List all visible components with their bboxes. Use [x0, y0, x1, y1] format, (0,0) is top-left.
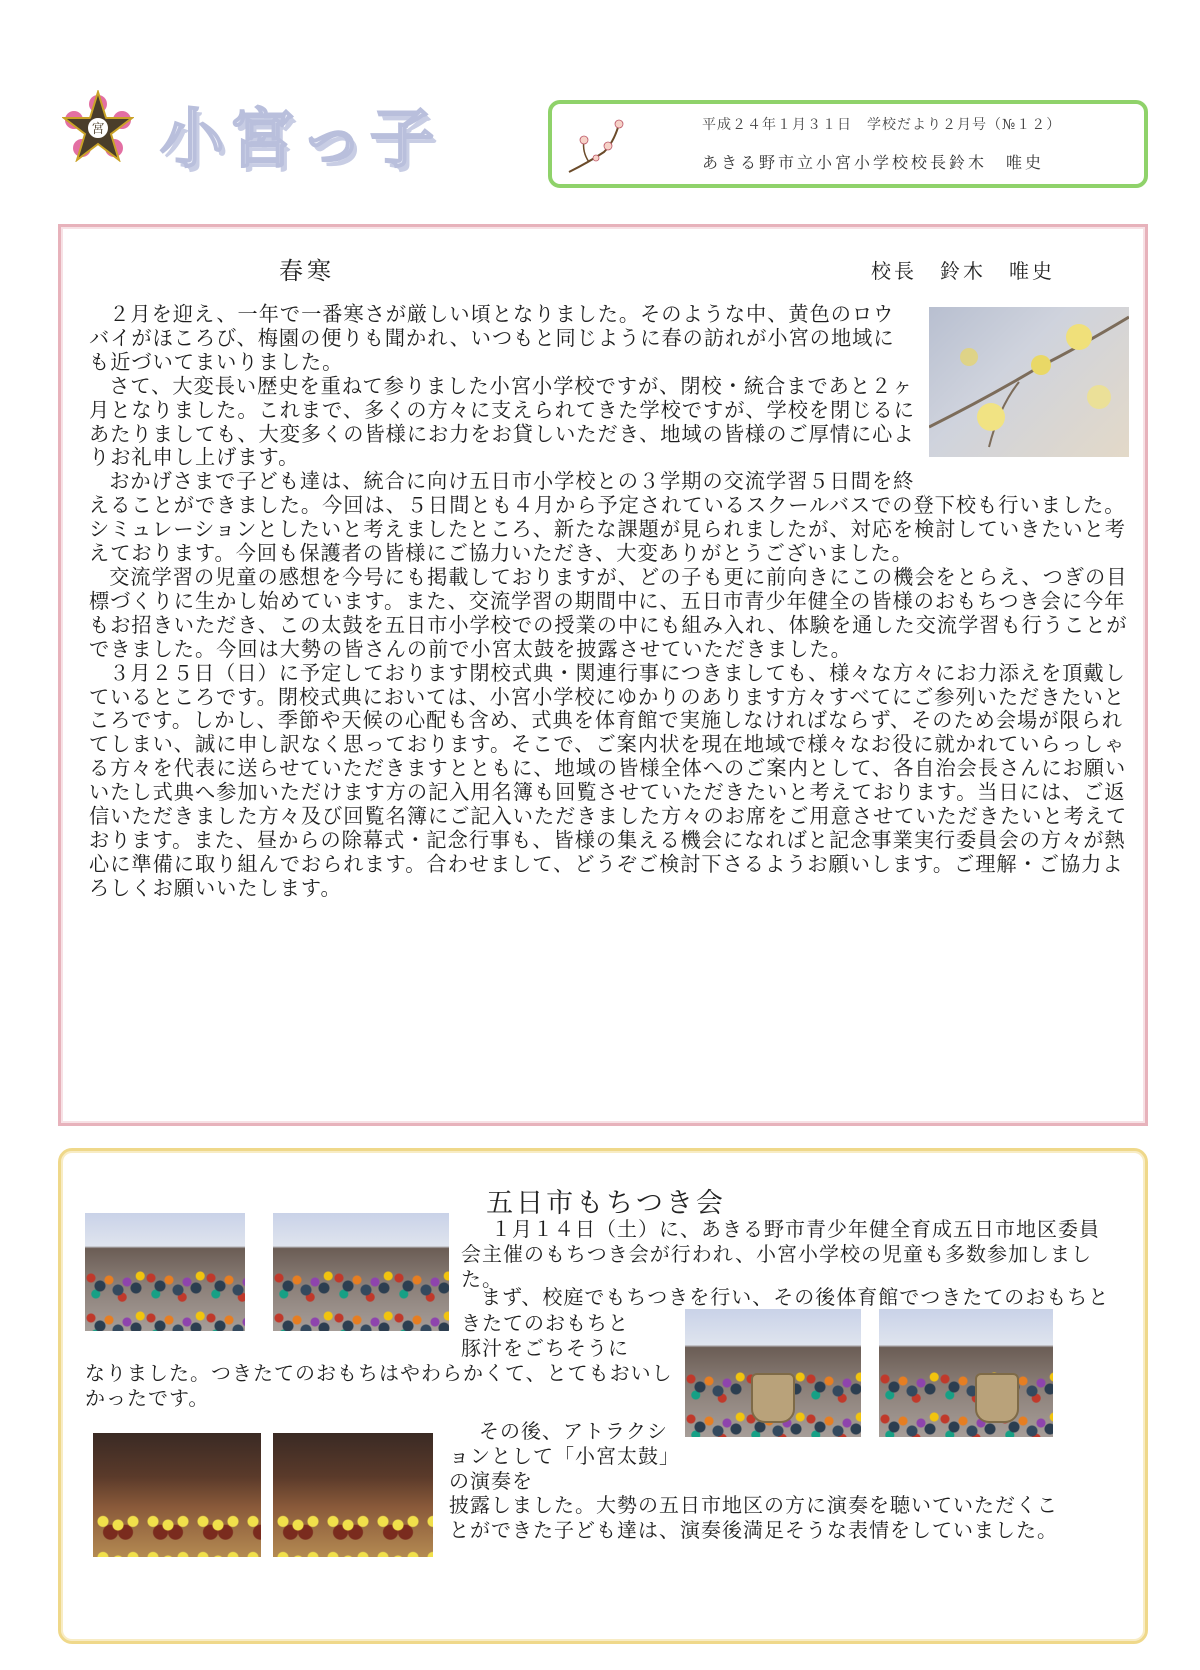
event-photo-mochi-pounding-1	[685, 1309, 861, 1437]
article-paragraph: さて、大変長い歴史を重ねて参りました小宮小学校ですが、閉校・統合まであと２ヶ月となりました。これまで、多くの方々に支えられてきた学校ですが、学校を閉じるにあたりましても、大変多くの皆様にお力をお貸しいただき、地域の皆様のご厚情に心よりお礼申し上げます。	[89, 373, 915, 470]
school-emblem-icon	[62, 90, 134, 162]
event-photo-taiko-1	[93, 1433, 261, 1557]
article-paragraph: おかげさまで子ども達は、統合に向け五日市小学校との３学期の交流学習５日間を終えることができました。今回は、５日間とも４月から予定されているスクールバスでの登下校も行いました。シミュレーションとしたいと考えましたところ、新たな課題が見られましたが、対応を検討していきたいと考えております。今回も保護者の皆様にご協力いただき、大変ありがとうございました。	[89, 469, 1126, 566]
event-photo-crowd-1	[85, 1213, 245, 1331]
article-principal-message	[58, 224, 1148, 1126]
article-paragraph: なりました。つきたてのおもちはやわらかくて、とてもおいしかったです。	[85, 1361, 673, 1410]
event-photo-mochi-pounding-2	[879, 1309, 1053, 1437]
article-body	[89, 303, 1129, 901]
article-author: 校長 鈴木 唯史	[871, 259, 1055, 283]
svg-text:宮: 宮	[91, 122, 105, 137]
event-photo-taiko-2	[273, 1433, 433, 1557]
issue-date: 平成２４年１月３１日 学校だより２月号（№１２）	[702, 117, 1062, 133]
article-paragraph: ２月を迎え、一年で一番寒さが厳しい頃となりました。そのような中、黄色のロウバイがほころび、梅園の便りも聞かれ、いつもと同じように春の訪れが小宮の地域にも近づいてまいりました。	[89, 302, 895, 374]
article-title: 春寒	[279, 257, 335, 285]
issue-publisher: あきる野市立小宮小学校校長鈴木 唯史	[702, 153, 1045, 172]
page-header	[0, 0, 1200, 200]
newsletter-masthead: 小宮っ子	[160, 103, 440, 177]
issue-info-box	[548, 100, 1148, 188]
article-paragraph-cont: きたてのおもちと 豚汁をごちそうに	[461, 1311, 629, 1360]
article-title: 五日市もちつき会	[486, 1188, 726, 1219]
article-paragraph: まず、校庭でもちつきを行い、その後体育館でつきたてのおもちと	[481, 1285, 1110, 1309]
plum-blossom-icon	[564, 112, 634, 182]
event-photo-crowd-2	[273, 1213, 449, 1331]
article-paragraph: ３月２５日（日）に予定しております閉校式典・関連行事につきましても、様々な方々にお力添えを頂戴しているところです。閉校式典においては、小宮小学校にゆかりのあります方々すべてにご参列いただきたいところです。しかし、季節や天候の心配も含め、式典を体育館で実施しなければならず、そのため会場が限られてしまい、誠に申し訳なく思っております。そこで、ご案内状を現在地域で様々なお役に就かれていらっしゃる方々を代表に送らせていただきますとともに、地域の皆様全体へのご案内として、各自治会長さんにお願いいたし式典へ参加いただけます方の記入用名簿も回覧させていただきたいと考えております。当日には、ご返信いただきました方々及び回覧名簿にご記入いただきました方々のお席をご用意させていただきたいと考えております。また、昼からの除幕式・記念行事も、皆様の集える機会になればと記念事業実行委員会の方々が熱心に準備に取り組んでおられます。合わせまして、どうぞご検討下さるようお願いします。ご理解・ご協力よろしくお願いいたします。	[89, 660, 1128, 900]
article-paragraph: １月１４日（土）に、あきる野市青少年健全育成五日市地区委員会主催のもちつき会が行われ、小宮小学校の児童も多数参加しました。	[461, 1217, 1100, 1291]
article-paragraph: 交流学習の児童の感想を今号にも掲載しておりますが、どの子も更に前向きにこの機会をとらえ、つぎの目標づくりに生かし始めています。また、交流学習の期間中に、五日市青少年健全の皆様のおもちつき会に今年もお招きいただき、この太鼓を五日市小学校での授業の中にも組み入れ、体験を通した交流学習も行うことができました。今回は大勢の皆さんの前で小宮太鼓を披露させていただきました。	[89, 564, 1128, 661]
article-paragraph: 披露しました。大勢の五日市地区の方に演奏を聴いていただくことができた子ども達は、演奏後満足そうな表情をしていました。	[449, 1493, 1058, 1542]
article-mochitsuki-event	[58, 1148, 1148, 1644]
article-paragraph: その後、アトラクションとして「小宮太鼓」の演奏を	[449, 1419, 670, 1493]
